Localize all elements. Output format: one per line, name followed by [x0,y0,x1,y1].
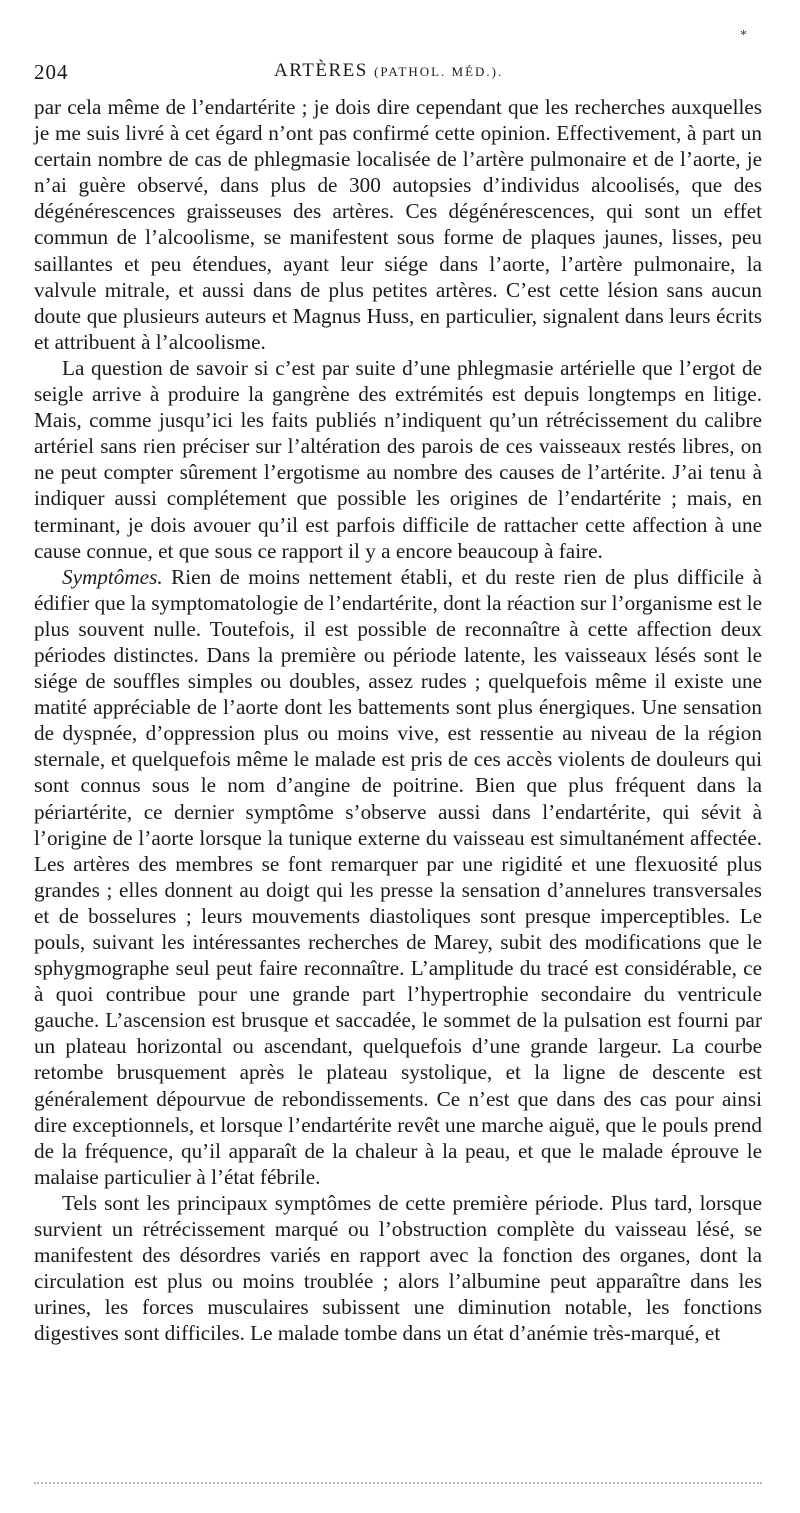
running-title-sub: (PATHOL. MÉD.). [374,64,504,79]
running-title [274,60,604,82]
paragraph-3-text: Rien de moins nettement établi, et du reste rien de plus difficile à édifier que la symptomatologie de l’endartérite, dont la réaction sur l’organisme est le plus souvent nulle. Toutefois, il est possible de reconnaître à cette affection deux périodes distinctes. Dans la première ou période latente, les vaisseaux lésés sont le siége de souffles simples ou doubles, assez rudes ; quelquefois même il existe une matité appréciable de l’aorte dont les battements sont plus énergiques. Une sensation de dyspnée, d’oppression plus ou moins vive, est ressentie au niveau de la région sternale, et quelquefois même le malade est pris de ces accès violents de douleurs qui sont connus sous le nom d’angine de poitrine. Bien que plus fréquent dans la périartérite, ce dernier symptôme s’observe aussi dans l’endartérite, qui sévit à l’origine de l’aorte lorsque la tunique externe du vaisseau est simultanément affectée. Les artères des membres se font remarquer par une rigidité et une flexuosité plus grandes ; elles donnent au doigt qui les presse la sensation d’annelures transversales et de bosselures ; leurs mouvements diastoliques sont presque imperceptibles. Le pouls, suivant les intéressantes recherches de Marey, subit des modifications que le sphygmographe seul peut faire reconnaître. L’amplitude du tracé est considérable, ce à quoi contribue pour une grande part l’hypertrophie secondaire du ventricule gauche. L’ascension est brusque et saccadée, le sommet de la pulsation est fourni par un plateau horizontal ou ascendant, quelquefois d’une grande largeur. La courbe retombe brusquement après le plateau systolique, et la ligne de descente est généralement dépourvue de rebondissements. Ce n’est que dans des cas pour ainsi dire exceptionnels, et lorsque l’endartérite revêt une marche aiguë, que le pouls prend de la fréquence, qu’il apparaît de la chaleur à la peau, et que le malade éprouve le malaise particulier à l’état fébrile. [34,564,762,1189]
paragraph-1: par cela même de l’endartérite ; je dois dire cependant que les recherches auxquelles je me suis livré à cet égard n’ont pas confirmé cette opinion. Effectivement, à part un certain nombre de cas de phlegmasie localisée de l’artère pulmonaire et de l’aorte, je n’ai guère observé, dans plus de 300 autopsies d’individus alcoolisés, que des dégénérescences graisseuses des artères. Ces dégénérescences, qui sont un effet commun de l’alcoolisme, se manifestent sous forme de plaques jaunes, lisses, peu saillantes et peu étendues, ayant leur siége dans l’aorte, l’artère pulmonaire, la valvule mitrale, et aussi dans de plus petites artères. C’est cette lésion sans aucun doute que plusieurs auteurs et Magnus Huss, en particulier, signalent dans leurs écrits et attribuent à l’alcoolisme. [34,95,762,354]
section-heading-symptomes: Symptômes. [62,564,163,589]
running-title-main: ARTÈRES [274,60,368,81]
running-head [34,60,762,88]
body-text [34,94,762,1347]
paragraph-4: Tels sont les principaux symptômes de cette première période. Plus tard, lorsque survient un rétrécissement marqué ou l’obstruction complète du vaisseau lésé, se manifestent des désordres variés en rapport avec la fonction des organes, dont la circulation est plus ou moins troublée ; alors l’albumine peut apparaître dans les urines, les forces musculaires subissent une diminution notable, les fonctions digestives sont difficiles. Le malade tombe dans un état d’anémie très-marqué, et [34,1190,762,1346]
corner-mark: * [740,28,747,43]
paragraph-2: La question de savoir si c’est par suite d’une phlegmasie artérielle que l’ergot de seigle arrive à produire la gangrène des extrémités est depuis longtemps en litige. Mais, comme jusqu’ici les faits publiés n’indiquent qu’un rétrécissement du calibre artériel sans rien préciser sur l’altération des parois de ces vaisseaux restés libres, on ne peut compter sûrement l’ergotisme au nombre des causes de l’artérite. J’ai tenu à indiquer aussi complétement que possible les origines de l’endartérite ; mais, en terminant, je dois avouer qu’il est parfois difficile de rattacher cette affection à une cause connue, et que sous ce rapport il y a encore beaucoup à faire. [34,355,762,563]
paragraph-3 [34,564,762,1190]
page-number: 204 [34,60,69,84]
footer-rule [34,1482,762,1484]
